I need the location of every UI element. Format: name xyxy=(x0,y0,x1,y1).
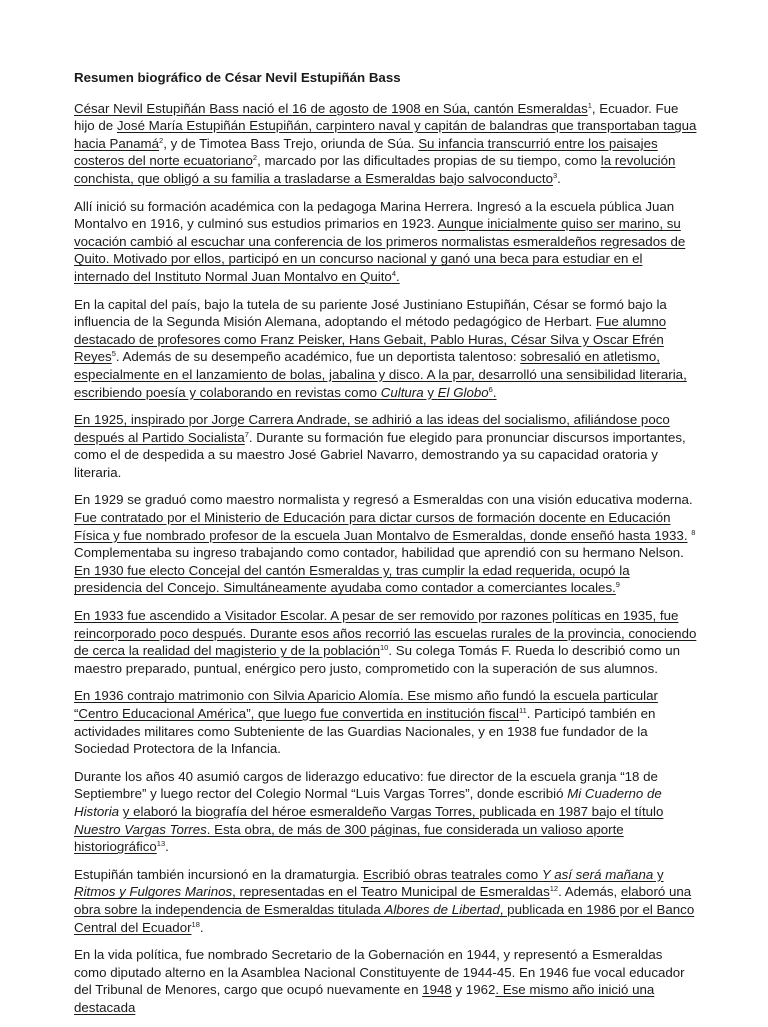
footnote-ref: 2 xyxy=(252,153,258,163)
footnote-ref: 4 xyxy=(391,268,396,278)
document-title: Resumen biográfico de César Nevil Estupiñán Bass xyxy=(74,70,401,85)
text-run: Cultura xyxy=(380,384,424,400)
text-run: Su infancia transcurrió entre los paisajes costeros del norte ecuatoriano xyxy=(74,135,658,169)
text-run: En 1929 se graduó como maestro normalista y regresó a Esmeraldas con una visión educativa moderna. xyxy=(74,492,693,508)
text-run: sobresalió en atletismo, especialmente en el lanzamiento de bolas, jabalina y disco. A la par, desarrolló una sensibilidad literaria, escribiendo poesía y colaborando en revistas como xyxy=(74,349,687,400)
text-run: Fue contratado por el Ministerio de Educación para dictar cursos de formación docente en Educación Física y fue nombrado profesor de la escuela Juan Montalvo de Esmeraldas, donde enseñó hasta 1933. xyxy=(74,510,688,543)
text-run: , publicada en 1986 por el Banco Central del Ecuador xyxy=(74,901,695,935)
footnote-ref: 6 xyxy=(488,384,493,394)
text-run: y 1962 xyxy=(451,982,496,998)
text-run: José María Estupiñán Estupiñán, carpintero naval y capitán de balandras que transportaban tagua hacia Panamá xyxy=(74,118,697,151)
footnote-ref: 8 xyxy=(691,527,696,537)
text-run: Y así será mañana xyxy=(541,866,654,882)
paragraph xyxy=(74,100,698,188)
text-run: En la vida política, fue nombrado Secretario de la Gobernación en 1944, y representó a Esmeraldas como diputado alterno en la Asamblea Nacional Constituyente de 1944-45. En 1946 fue vocal educador del Tribunal de Menores, cargo que ocupó nuevamente en xyxy=(74,947,685,998)
footnote-ref: 9 xyxy=(615,580,620,590)
footnote-ref: 10 xyxy=(380,643,389,653)
paragraph xyxy=(74,296,698,402)
text-run: . Además de su desempeño académico, fue un deportista talentoso: xyxy=(115,349,521,365)
text-run: Durante los años 40 asumió cargos de liderazgo educativo: fue director de la escuela granja “18 de Septiembre” y luego rector del Colegio Normal “Luis Vargas Torres”, donde escribió xyxy=(74,768,658,802)
footnote-ref: 18 xyxy=(191,919,200,929)
footnote-ref: 13 xyxy=(156,839,166,849)
text-run: , marcado por las dificultades propias de su tiempo, como xyxy=(257,153,601,169)
text-run: . Además, xyxy=(558,884,621,900)
text-run: 1948 xyxy=(422,982,452,998)
text-run: Estupiñán también incursionó en la dramaturgia. xyxy=(74,866,364,882)
footnote-ref: 1 xyxy=(587,100,592,110)
text-run: . xyxy=(557,170,561,186)
document-page xyxy=(74,60,698,1027)
text-run: Aunque inicialmente quiso ser marino, su vocación cambió al escuchar una conferencia de los primeros normalistas esmeraldeños regresados de Quito. Motivado por ellos, participó en un concurso nacional y ganó una beca para estudiar en el internado del Instituto Normal Juan Montalvo en Quito xyxy=(74,216,686,284)
paragraph xyxy=(74,198,698,286)
text-run: En 1933 fue ascendido a Visitador Escolar. A pesar de ser removido por razones políticas en 1935, fue reincorporado poco después. Durante esos años recorrió las escuelas rurales de la provincia, conociendo de cerca la realidad del magisterio y de la población xyxy=(74,608,697,659)
text-run: Escribió obras teatrales como xyxy=(363,866,542,882)
footnote-ref: 7 xyxy=(244,429,249,439)
text-run: César Nevil Estupiñán Bass nació el 16 de agosto de 1908 en Súa, cantón Esmeraldas xyxy=(74,100,588,116)
text-run: . Su colega Tomás F. Rueda lo describió como un maestro preparado, puntual, enérgico pero justo, comprometido con la superación de sus alumnos. xyxy=(74,643,681,676)
paragraph xyxy=(74,491,698,597)
text-run: . xyxy=(492,384,497,400)
text-run: . Esta obra, de más de 300 páginas, fue considerada un valioso aporte historiográfico xyxy=(74,821,624,855)
document-body xyxy=(74,100,698,1017)
text-run: elaboró una obra sobre la independencia de Esmeraldas titulada xyxy=(74,884,692,917)
text-run: y xyxy=(423,384,438,400)
text-run: Ritmos y Fulgores Marinos xyxy=(74,884,233,900)
footnote-ref: 3 xyxy=(552,170,558,180)
text-run: . Durante su formación fue elegido para pronunciar discursos importantes, como el de despedida a su maestro José Gabriel Navarro, demostrando ya su capacidad oratoria y literaria. xyxy=(74,429,686,480)
text-run: En 1925, inspirado por Jorge Carrera Andrade, se adhirió a las ideas del socialismo, afiliándose poco después al Partido Socialista xyxy=(74,412,670,445)
text-run: . Participó también en actividades militares como Subteniente de las Guardias Nacionales, y en 1938 fue fundador de la Sociedad Protectora de la Infancia. xyxy=(74,706,656,757)
text-run: En la capital del país, bajo la tutela de su pariente José Justiniano Estupiñán, César se formó bajo la influencia de la Segunda Misión Alemana, adoptando el método pedagógico de Herbart. xyxy=(74,296,667,330)
text-run: , Ecuador. Fue hijo de xyxy=(74,100,679,134)
footnote-ref: 5 xyxy=(111,349,116,359)
text-run: Albores de Libertad xyxy=(384,901,500,917)
text-run: Mi Cuaderno de Historia xyxy=(74,786,662,819)
paragraph xyxy=(74,768,698,856)
paragraph xyxy=(74,866,698,936)
text-run: Fue alumno destacado de profesores como Franz Peisker, Hans Gebait, Pablo Huras, César Silva y Oscar Efrén Reyes xyxy=(74,314,667,365)
text-run: En 1930 fue electo Concejal del cantón Esmeraldas y, tras cumplir la edad requerida, ocupó la presidencia del Concejo. Simultáneamente ayudaba como contador a comerciantes locales. xyxy=(74,562,630,596)
paragraph xyxy=(74,687,698,757)
footnote-ref: 11 xyxy=(518,706,527,715)
text-run: , representadas en el Teatro Municipal de Esmeraldas xyxy=(232,884,550,900)
footnote-ref: 12 xyxy=(549,884,559,894)
text-run: En 1936 contrajo matrimonio con Silvia Aparicio Alomía. Ese mismo año fundó la escuela particular “Centro Educacional América”, que luego fue convertida en institución fiscal xyxy=(74,688,658,721)
text-run: El Globo xyxy=(437,384,489,400)
paragraph xyxy=(74,607,698,677)
text-run: conchista, que obligó a su familia a trasladarse a Esmeraldas bajo salvoconducto xyxy=(74,170,553,186)
text-run: . Ese mismo año inició una destacada xyxy=(74,982,655,1015)
text-run: . xyxy=(199,919,204,935)
text-run: la revolución xyxy=(600,153,676,169)
text-run: . xyxy=(396,268,400,284)
text-run: y xyxy=(653,866,664,882)
text-run: Allí inició su formación académica con la pedagoga Marina Herrera. Ingresó a la escuela pública Juan Montalvo en 1916, y culminó sus estudios primarios en 1923. xyxy=(74,198,675,232)
text-run: . xyxy=(165,839,169,855)
footnote-ref: 2 xyxy=(159,135,164,145)
text-run: y elaboró la biografía del héroe esmeraldeño Vargas Torres, publicada en 1987 bajo el título xyxy=(122,803,664,819)
paragraph xyxy=(74,946,698,1016)
text-run: Nuestro Vargas Torres xyxy=(74,821,207,837)
text-run: Complementaba su ingreso trabajando como contador, habilidad que aprendió con su hermano Nelson. xyxy=(74,545,684,561)
paragraph xyxy=(74,411,698,481)
text-run: , y de Timotea Bass Trejo, oriunda de Súa. xyxy=(163,135,419,151)
